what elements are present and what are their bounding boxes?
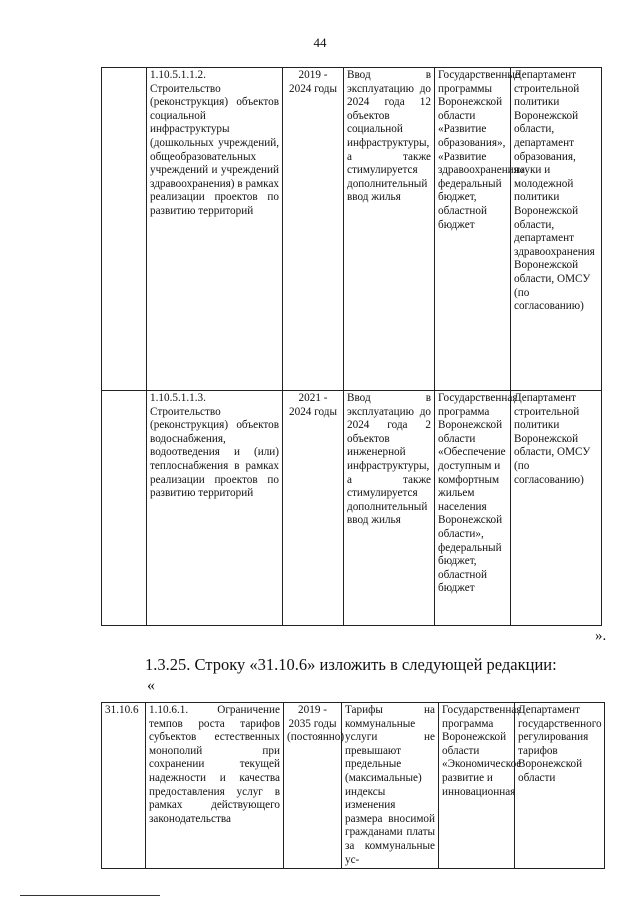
measure-name-cell: 1.10.5.1.1.3. Строительство (реконструкция) объектов водоснабжения, водоотведения и (или) теплоснабжения в рамках реализации проектов по развитию территорий xyxy=(147,391,283,626)
row-code-cell: 31.10.6 xyxy=(102,703,146,869)
measures-table-continued xyxy=(101,67,602,626)
executor-cell: Департамент государственного регулирования тарифов Воронежской области xyxy=(515,703,605,869)
opening-quote: « xyxy=(147,677,155,694)
row-code-cell xyxy=(102,68,147,391)
executor-cell: Департамент строительной политики Воронежской области, ОМСУ (по согласованию) xyxy=(511,391,602,626)
indicator-cell: Тарифы на коммунальные услуги не превышают предельные (максимальные) индексы изменения размера вносимой гражданами платы за коммунальные ус- xyxy=(342,703,439,869)
period-cell: 2019 - 2035 годы (постоянно) xyxy=(284,703,342,869)
period-cell: 2021 - 2024 годы xyxy=(283,391,344,626)
row-code-cell xyxy=(102,391,147,626)
executor-cell: Департамент строительной политики Воронежской области, департамент образования, науки и молодежной политики Воронежской области, департамент здравоохранения Воронежской области, ОМСУ (по согласованию) xyxy=(511,68,602,391)
program-cell: Государственные программы Воронежской области «Развитие образования», «Развитие здравоохранения» федеральный бюджет, областной бюджет xyxy=(435,68,511,391)
indicator-cell: Ввод в эксплуатацию до 2024 года 12 объектов социальной инфраструктуры, а также стимулируется дополнительный ввод жилья xyxy=(344,68,435,391)
closing-quote: ». xyxy=(595,628,607,644)
footer-divider xyxy=(20,895,160,896)
period-cell: 2019 - 2024 годы xyxy=(283,68,344,391)
table-row xyxy=(102,703,605,869)
measure-name-cell: 1.10.6.1. Ограничение темпов роста тарифов субъектов естественных монополий при сохранении текущей надежности и качества предоставления услуг в рамках действующего законодательства xyxy=(146,703,284,869)
indicator-cell: Ввод в эксплуатацию до 2024 года 2 объектов инженерной инфраструктуры, а также стимулируется дополнительный ввод жилья xyxy=(344,391,435,626)
program-cell: Государственная программа Воронежской области «Экономическое развитие и инновационная xyxy=(439,703,515,869)
table-row xyxy=(102,68,602,391)
program-cell: Государственная программа Воронежской области «Обеспечение доступным и комфортным жильем населения Воронежской области», федеральный бюджет, областной бюджет xyxy=(435,391,511,626)
table-row xyxy=(102,391,602,626)
measures-table-new xyxy=(101,702,605,869)
measure-name-cell: 1.10.5.1.1.2. Строительство (реконструкция) объектов социальной инфраструктуры (дошкольных учреждений, общеобразовательных учреждений и учреждений здравоохранения) в рамках реализации проектов по развитию территорий xyxy=(147,68,283,391)
amendment-paragraph: 1.3.25. Строку «31.10.6» изложить в следующей редакции: xyxy=(145,655,557,674)
page-number: 44 xyxy=(313,35,327,50)
